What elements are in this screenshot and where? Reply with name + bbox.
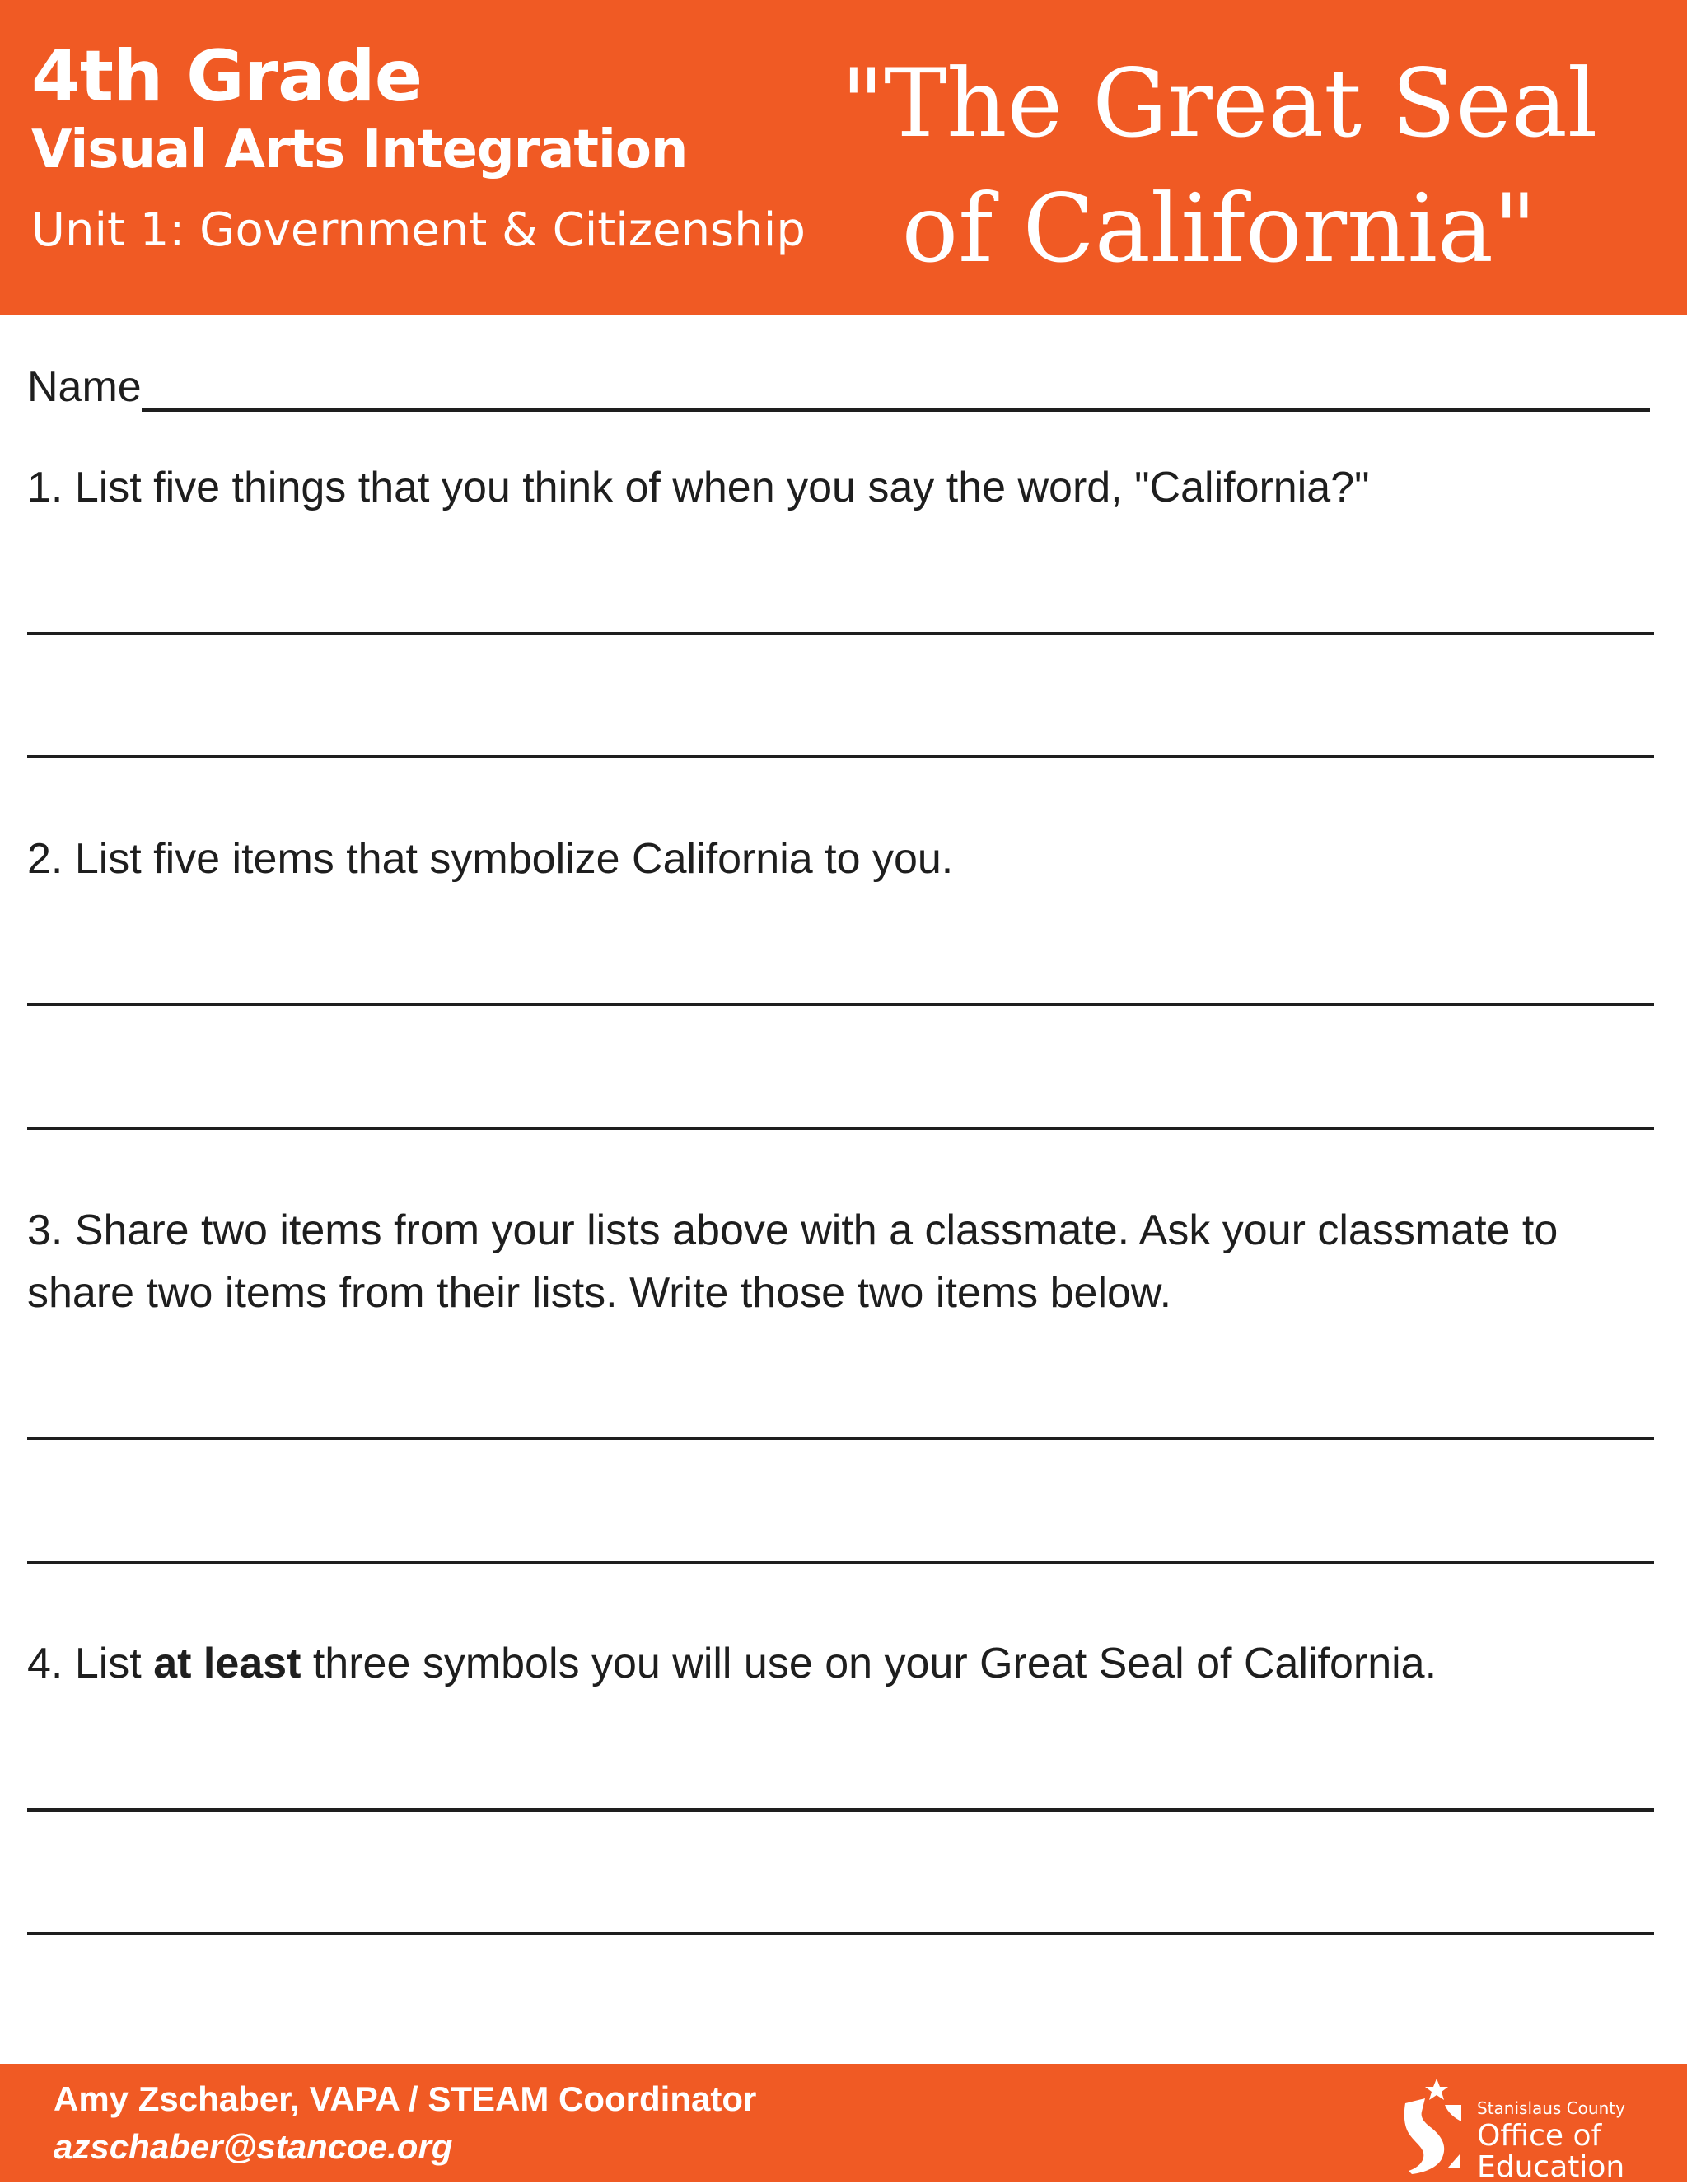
title-line-1: "The Great Seal [840,49,1598,158]
name-field[interactable] [27,362,1650,412]
name-label: Name [27,363,142,411]
question-1: 1. List five things that you think of when you say the word, "California?" [27,464,1370,511]
logo-education-text: Education [1477,2150,1625,2184]
question-4 [27,1632,1658,1695]
answer-line-1b[interactable] [27,755,1654,758]
title-line-2: of California" [901,174,1537,283]
answer-line-4b[interactable] [27,1932,1654,1935]
question-4-emphasis: at least [153,1640,301,1687]
answer-line-3b[interactable] [27,1561,1654,1564]
author-name: Amy Zschaber, VAPA / STEAM Coordinator [54,2079,757,2118]
question-4-suffix: three symbols you will use on your Great Seal of California. [301,1640,1437,1687]
answer-line-1a[interactable] [27,632,1654,635]
page-title [824,41,1615,292]
grade-heading: 4th Grade [31,35,423,118]
stanislaus-logo-icon [1400,2075,1470,2177]
name-blank-line[interactable] [142,362,1650,412]
footer-banner [0,2064,1687,2182]
answer-line-4a[interactable] [27,1808,1654,1812]
answer-line-2a[interactable] [27,1003,1654,1006]
answer-line-3a[interactable] [27,1437,1654,1440]
answer-line-2b[interactable] [27,1127,1654,1130]
header-banner [0,0,1687,315]
question-2: 2. List five items that symbolize California to you. [27,835,954,883]
stanislaus-logo [1400,2075,1647,2184]
question-4-prefix: 4. List [27,1640,154,1687]
author-email[interactable]: azschaber@stancoe.org [54,2127,453,2166]
logo-county-text: Stanislaus County [1477,2098,1625,2118]
question-3: 3. Share two items from your lists above with a classmate. Ask your classmate to share two items from their lists. Write those two items below. [27,1206,1558,1317]
logo-office-text: Office of [1477,2119,1602,2153]
program-subtitle: Visual Arts Integration [31,119,688,180]
unit-label: Unit 1: Government & Citizenship [31,203,806,257]
